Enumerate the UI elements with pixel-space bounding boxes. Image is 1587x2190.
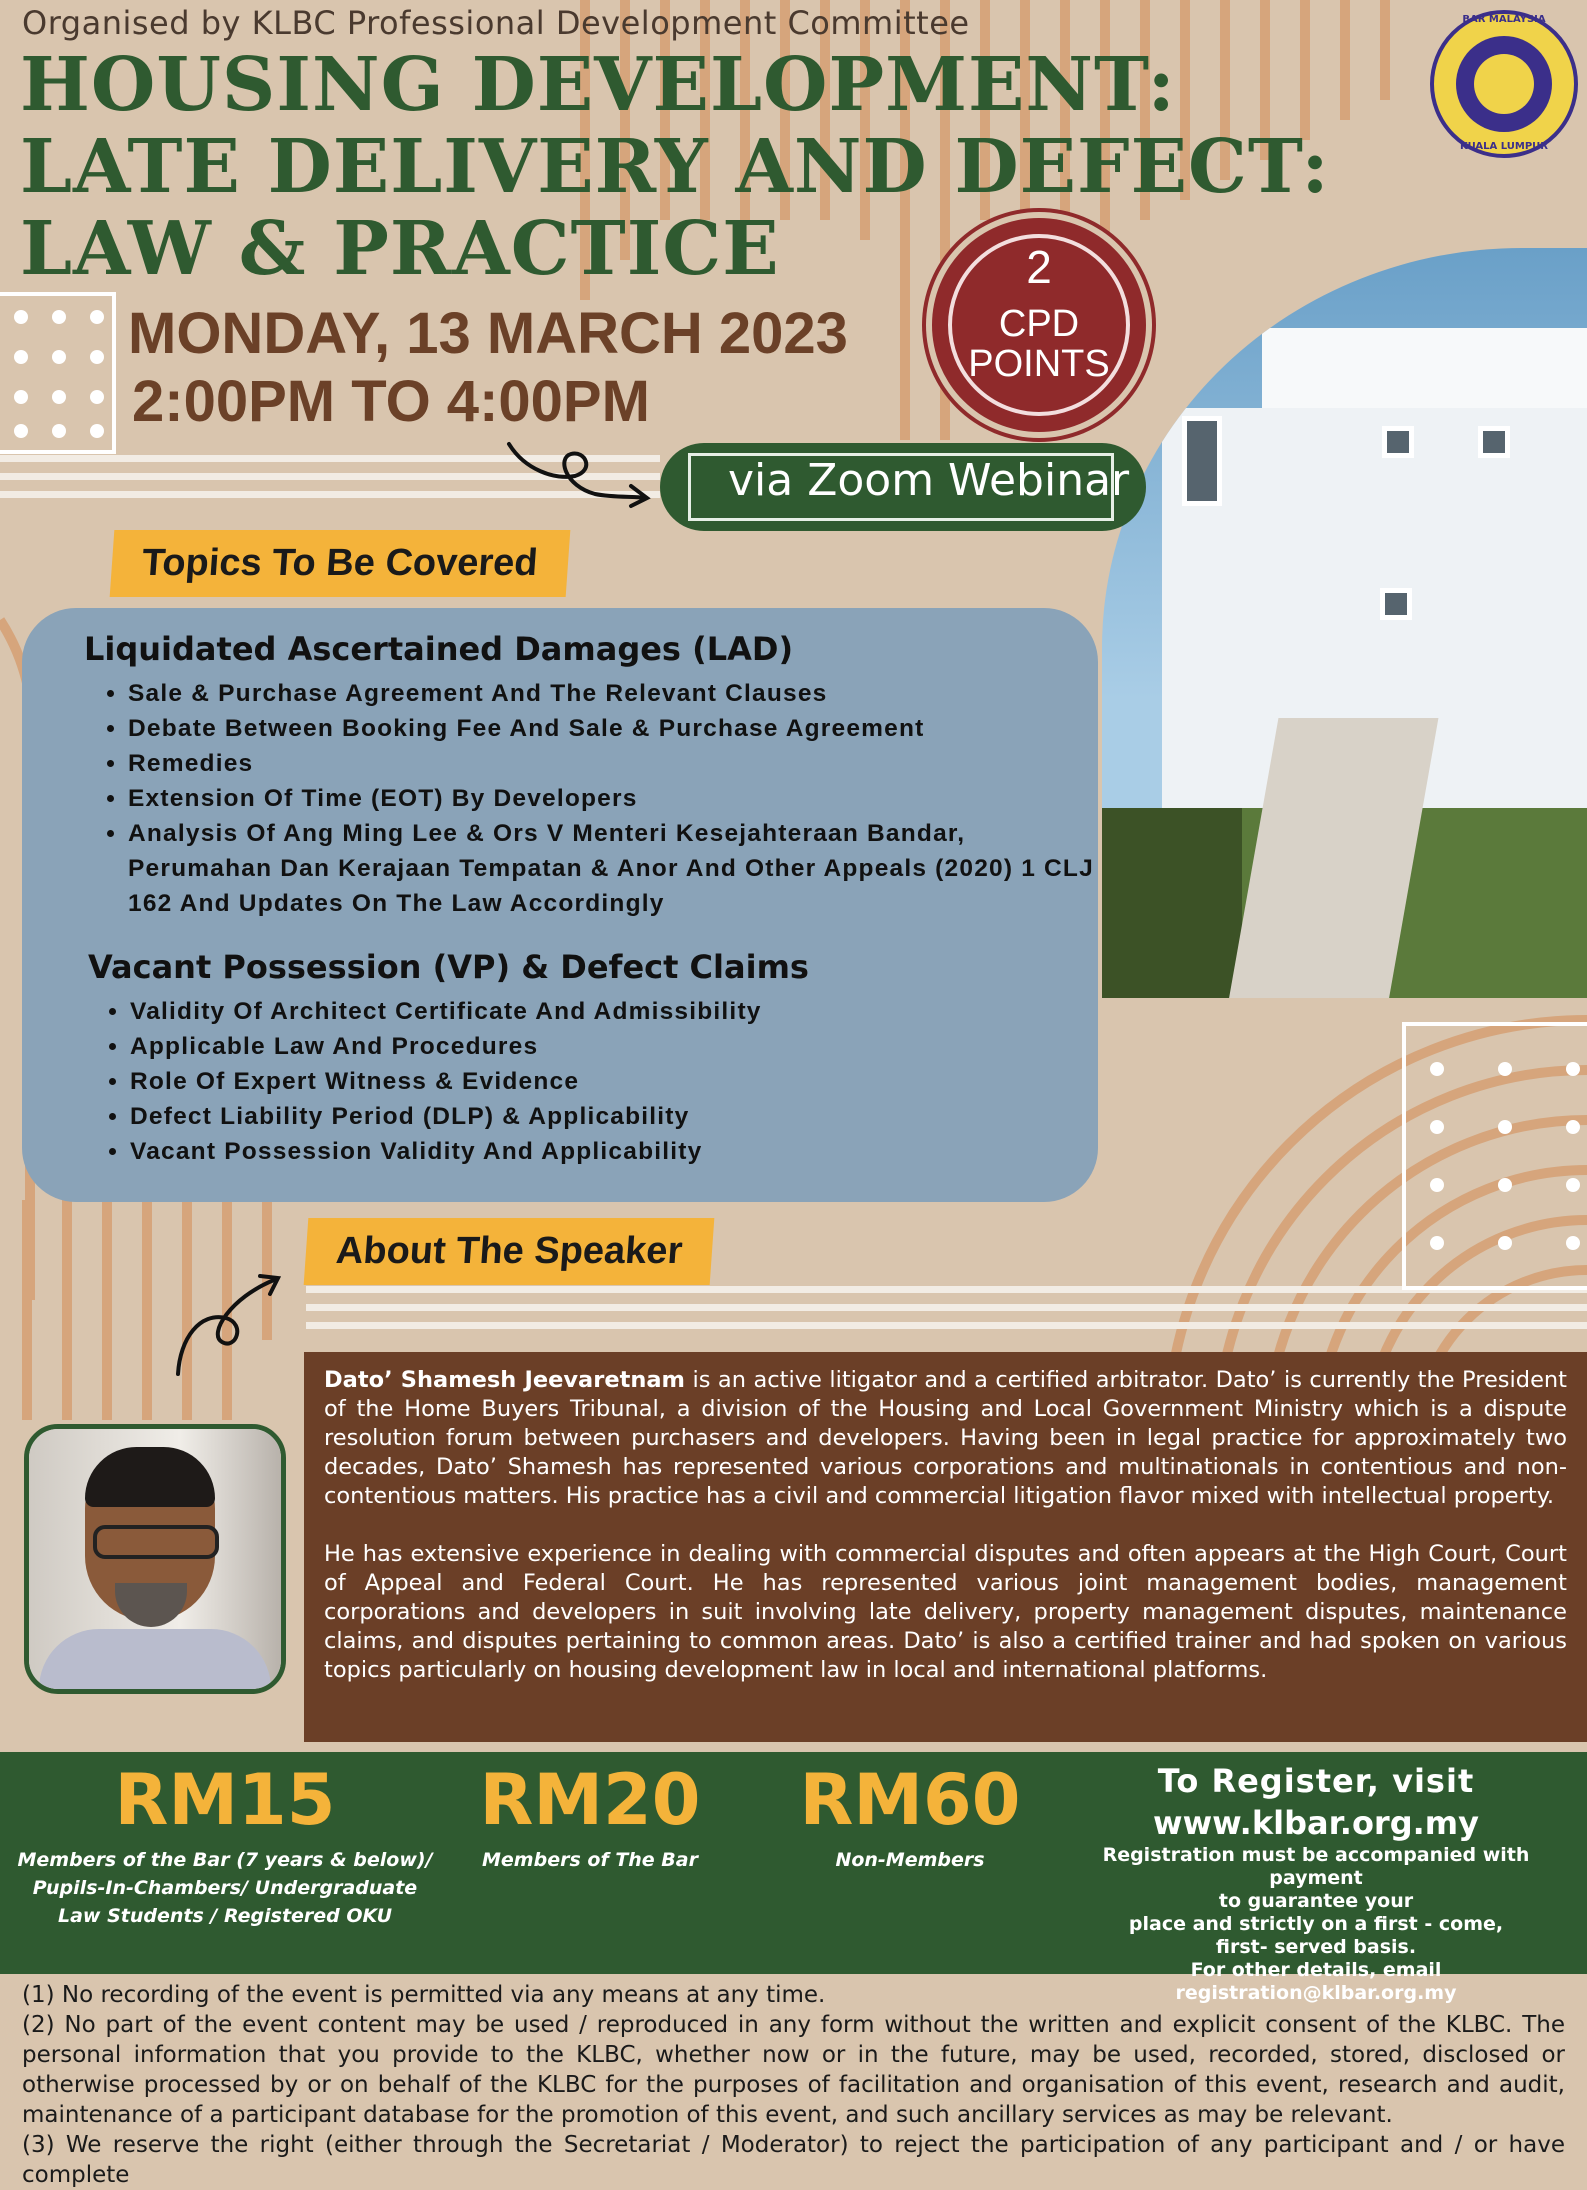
decor-stripe: [1340, 0, 1350, 120]
house-photo: [1102, 248, 1587, 998]
decor-stripe: [62, 1200, 72, 1420]
list-item: • Role Of Expert Witness & Evidence: [130, 1064, 1110, 1099]
note-item: (2) No part of the event content may be used / reproduced in any form without the written and explicit consent of the KLBC. The personal information that you provide to the KLBC, whether now or in the future, may be used, recorded, stored, disclosed or otherwise processed by or on behalf of the KLBC for the purposes of facilitation and organisation of this event, research and audit, maintenance of a participant database for the promotion of this event, and such ancillary services as may be relevant.: [22, 2012, 1565, 2128]
vp-topic-list: [106, 994, 1110, 1169]
decor-stripe: [1380, 0, 1390, 100]
curly-arrow-icon: [505, 440, 655, 520]
cpd-points-badge: [932, 218, 1146, 432]
event-time: 2:00PM TO 4:00PM: [132, 369, 650, 434]
speaker-photo: [24, 1424, 286, 1694]
register-url[interactable]: www.klbar.org.my: [1153, 1804, 1479, 1842]
decor-line: [306, 1322, 1587, 1329]
register-email[interactable]: For other details, email registration@klbar.org.my: [1175, 1959, 1457, 2004]
price-amount: RM15: [114, 1759, 336, 1841]
decor-dot-grid: [0, 292, 116, 454]
registration-info: [1060, 1760, 1572, 2005]
list-item: • Vacant Possession Validity And Applicability: [130, 1134, 1110, 1169]
list-item: • Debate Between Booking Fee And Sale & Purchase Agreement: [128, 711, 1108, 746]
curved-arrow-icon: [170, 1268, 290, 1378]
speaker-label: About The Speaker: [304, 1218, 715, 1285]
price-tier: [780, 1760, 1040, 1874]
lad-topic-list: [104, 676, 1108, 921]
decor-line: [306, 1286, 1587, 1293]
register-detail: place and strictly on a first - come,: [1128, 1913, 1504, 1935]
price-description: Non-Members: [835, 1849, 985, 1871]
bio-text: is an active litigator and a certified arbitrator. Dato’ is currently the President of the Home Buyers Tribunal, a division of the Housing and Local Government Ministry which is a dispute resolution forum between purchasers and developers. Having been in legal practice for approximately two decades, Dato’ Shamesh has represented various corporations and multinationals in contentious and non-contentious matters. His practice has a civil and commercial litigation flavor mixed with intellectual property.: [324, 1367, 1567, 1509]
price-desc-line: Law Students / Registered OKU: [57, 1905, 393, 1927]
event-date: MONDAY, 13 MARCH 2023: [128, 301, 848, 366]
cpd-label-line: POINTS: [968, 343, 1110, 385]
title-line: LAW & PRACTICE: [20, 206, 780, 292]
title-line: LATE DELIVERY AND DEFECT:: [20, 124, 1330, 210]
register-heading: To Register, visit: [1157, 1762, 1475, 1800]
speaker-name: Dato’ Shamesh Jeevaretnam: [324, 1367, 685, 1393]
organiser-text: Organised by KLBC Professional Development Committee: [22, 4, 970, 42]
cpd-label-line: CPD: [998, 303, 1080, 345]
decor-stripe: [102, 1200, 112, 1420]
list-item: • Applicable Law And Procedures: [130, 1029, 1110, 1064]
price-description: Members of The Bar: [482, 1849, 698, 1871]
bio-paragraph: [324, 1366, 1567, 1511]
register-detail: first- served basis.: [1215, 1936, 1417, 1958]
venue-text: via Zoom Webinar: [728, 455, 1130, 506]
terms-notes: [22, 1980, 1565, 2190]
note-item: (3) We reserve the right (either through the Secretariat / Moderator) to reject the participation of any participant and / or have complete: [22, 2132, 1565, 2188]
decor-dot-grid: [1402, 1022, 1587, 1290]
price-amount: RM20: [479, 1759, 701, 1841]
price-description: [10, 1846, 440, 1930]
price-desc-line: Members of the Bar (7 years & below)/: [17, 1849, 433, 1871]
cpd-label: [932, 304, 1146, 384]
note-item: (1) No recording of the event is permitted via any means at any time.: [22, 1982, 826, 2008]
speaker-bio: [324, 1366, 1567, 1714]
venue-badge: [660, 443, 1146, 531]
list-item: • Sale & Purchase Agreement And The Relevant Clauses: [128, 676, 1108, 711]
list-item: • Analysis Of Ang Ming Lee & Ors V Menteri Kesejahteraan Bandar, Perumahan Dan Kerajaan Tempatan & Anor And Other Appeals (2020) 1 CLJ 162 And Updates On The Law Accordingly: [128, 816, 1108, 921]
topics-label: Topics To Be Covered: [110, 530, 570, 597]
cpd-number: 2: [1026, 241, 1052, 293]
price-desc-line: Pupils-In-Chambers/ Undergraduate: [32, 1877, 418, 1899]
list-item: • Defect Liability Period (DLP) & Applicability: [130, 1099, 1110, 1134]
speaker-bio-panel: [304, 1352, 1587, 1742]
register-detail: to guarantee your: [1218, 1890, 1414, 1912]
decor-line: [306, 1304, 1587, 1311]
section-heading-lad: Liquidated Ascertained Damages (LAD): [84, 630, 794, 668]
price-tier: [460, 1760, 720, 1874]
list-item: • Extension Of Time (EOT) By Developers: [128, 781, 1108, 816]
list-item: • Remedies: [128, 746, 1108, 781]
price-amount: RM60: [799, 1759, 1021, 1841]
klbc-logo: [1430, 10, 1578, 158]
register-detail: Registration must be accompanied with payment: [1102, 1844, 1530, 1889]
price-tier: [10, 1760, 440, 1930]
title-line: HOUSING DEVELOPMENT:: [20, 42, 1176, 128]
section-heading-vp: Vacant Possession (VP) & Defect Claims: [88, 948, 809, 986]
logo-text: KUALA LUMPUR: [1460, 141, 1548, 152]
bio-paragraph: He has extensive experience in dealing with commercial disputes and often appears at the High Court, Court of Appeal and Federal Court. He has represented various joint management bodies, management corporations and developers in suit involving late delivery, property management disputes, maintenance claims, and disputes pertaining to common areas. Dato’ is also a certified trainer and had spoken on various topics particularly on housing development law in local and international platforms.: [324, 1541, 1567, 1683]
topics-panel: [22, 608, 1098, 1202]
list-item: • Validity Of Architect Certificate And Admissibility: [130, 994, 1110, 1029]
logo-text: BAR MALAYSIA: [1462, 14, 1546, 25]
decor-stripe: [142, 1200, 152, 1420]
